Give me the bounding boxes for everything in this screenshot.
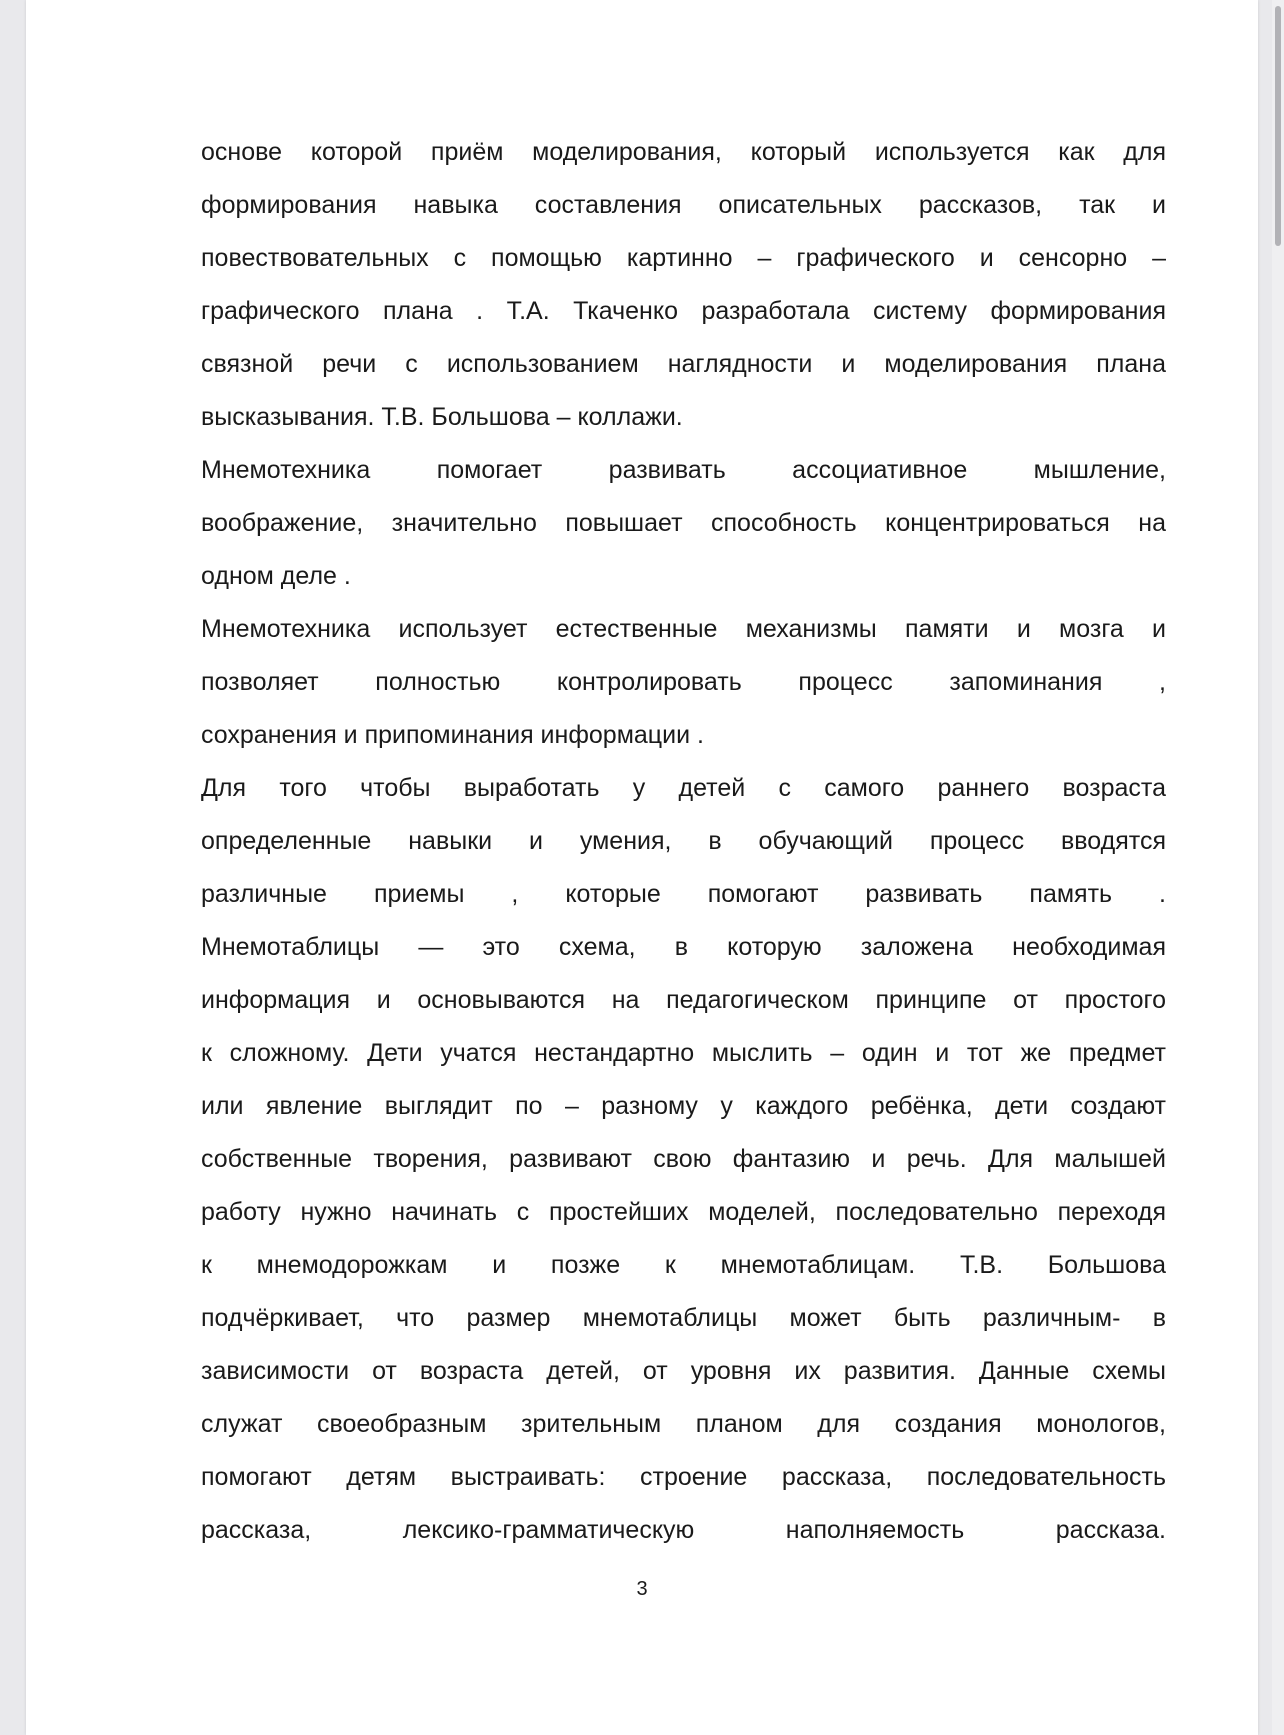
text-line: определенные навыки и умения, в обучающий процесс вводятся <box>201 827 1166 855</box>
document-page <box>26 0 1258 1735</box>
text-line: или явление выглядит по – разному у каждого ребёнка, дети создают <box>201 1092 1166 1120</box>
text-line: одном деле . <box>201 562 351 590</box>
text-line: к мнемодорожкам и позже к мнемотаблицам. Т.В. Большова <box>201 1251 1166 1279</box>
text-line: связной речи с использованием наглядности и моделирования плана <box>201 350 1166 378</box>
text-line: Мнемотехника использует естественные механизмы памяти и мозга и <box>201 615 1166 643</box>
text-line: собственные творения, развивают свою фантазию и речь. Для малышей <box>201 1145 1166 1173</box>
text-line: воображение, значительно повышает способность концентрироваться на <box>201 509 1166 537</box>
text-line: основе которой приём моделирования, который используется как для <box>201 138 1166 166</box>
text-line: служат своеобразным зрительным планом для создания монологов, <box>201 1410 1166 1438</box>
text-line: графического плана . Т.А. Ткаченко разработала систему формирования <box>201 297 1166 325</box>
text-line: Для того чтобы выработать у детей с самого раннего возраста <box>201 774 1166 802</box>
text-line: работу нужно начинать с простейших моделей, последовательно переходя <box>201 1198 1166 1226</box>
page-number: 3 <box>636 1578 648 1600</box>
text-line: сохранения и припоминания информации . <box>201 721 704 749</box>
scrollbar-thumb[interactable] <box>1275 6 1281 246</box>
vertical-scrollbar[interactable] <box>1272 0 1284 1735</box>
text-line: формирования навыка составления описательных рассказов, так и <box>201 191 1166 219</box>
text-line: рассказа, лексико-грамматическую наполняемость рассказа. <box>201 1516 1166 1544</box>
text-line: позволяет полностью контролировать процесс запоминания , <box>201 668 1166 696</box>
text-line: к сложному. Дети учатся нестандартно мыслить – один и тот же предмет <box>201 1039 1166 1067</box>
text-line: Мнемотехника помогает развивать ассоциативное мышление, <box>201 456 1166 484</box>
text-line: подчёркивает, что размер мнемотаблицы может быть различным- в <box>201 1304 1166 1332</box>
text-line: Мнемотаблицы — это схема, в которую заложена необходимая <box>201 933 1166 961</box>
text-line: повествовательных с помощью картинно – графического и сенсорно – <box>201 244 1166 272</box>
text-line: зависимости от возраста детей, от уровня их развития. Данные схемы <box>201 1357 1166 1385</box>
text-line: различные приемы , которые помогают развивать память . <box>201 880 1166 908</box>
text-line: помогают детям выстраивать: строение рассказа, последовательность <box>201 1463 1166 1491</box>
page-body-text <box>201 126 1166 1557</box>
text-line: информация и основываются на педагогическом принципе от простого <box>201 986 1166 1014</box>
text-line: высказывания. Т.В. Большова – коллажи. <box>201 403 683 431</box>
